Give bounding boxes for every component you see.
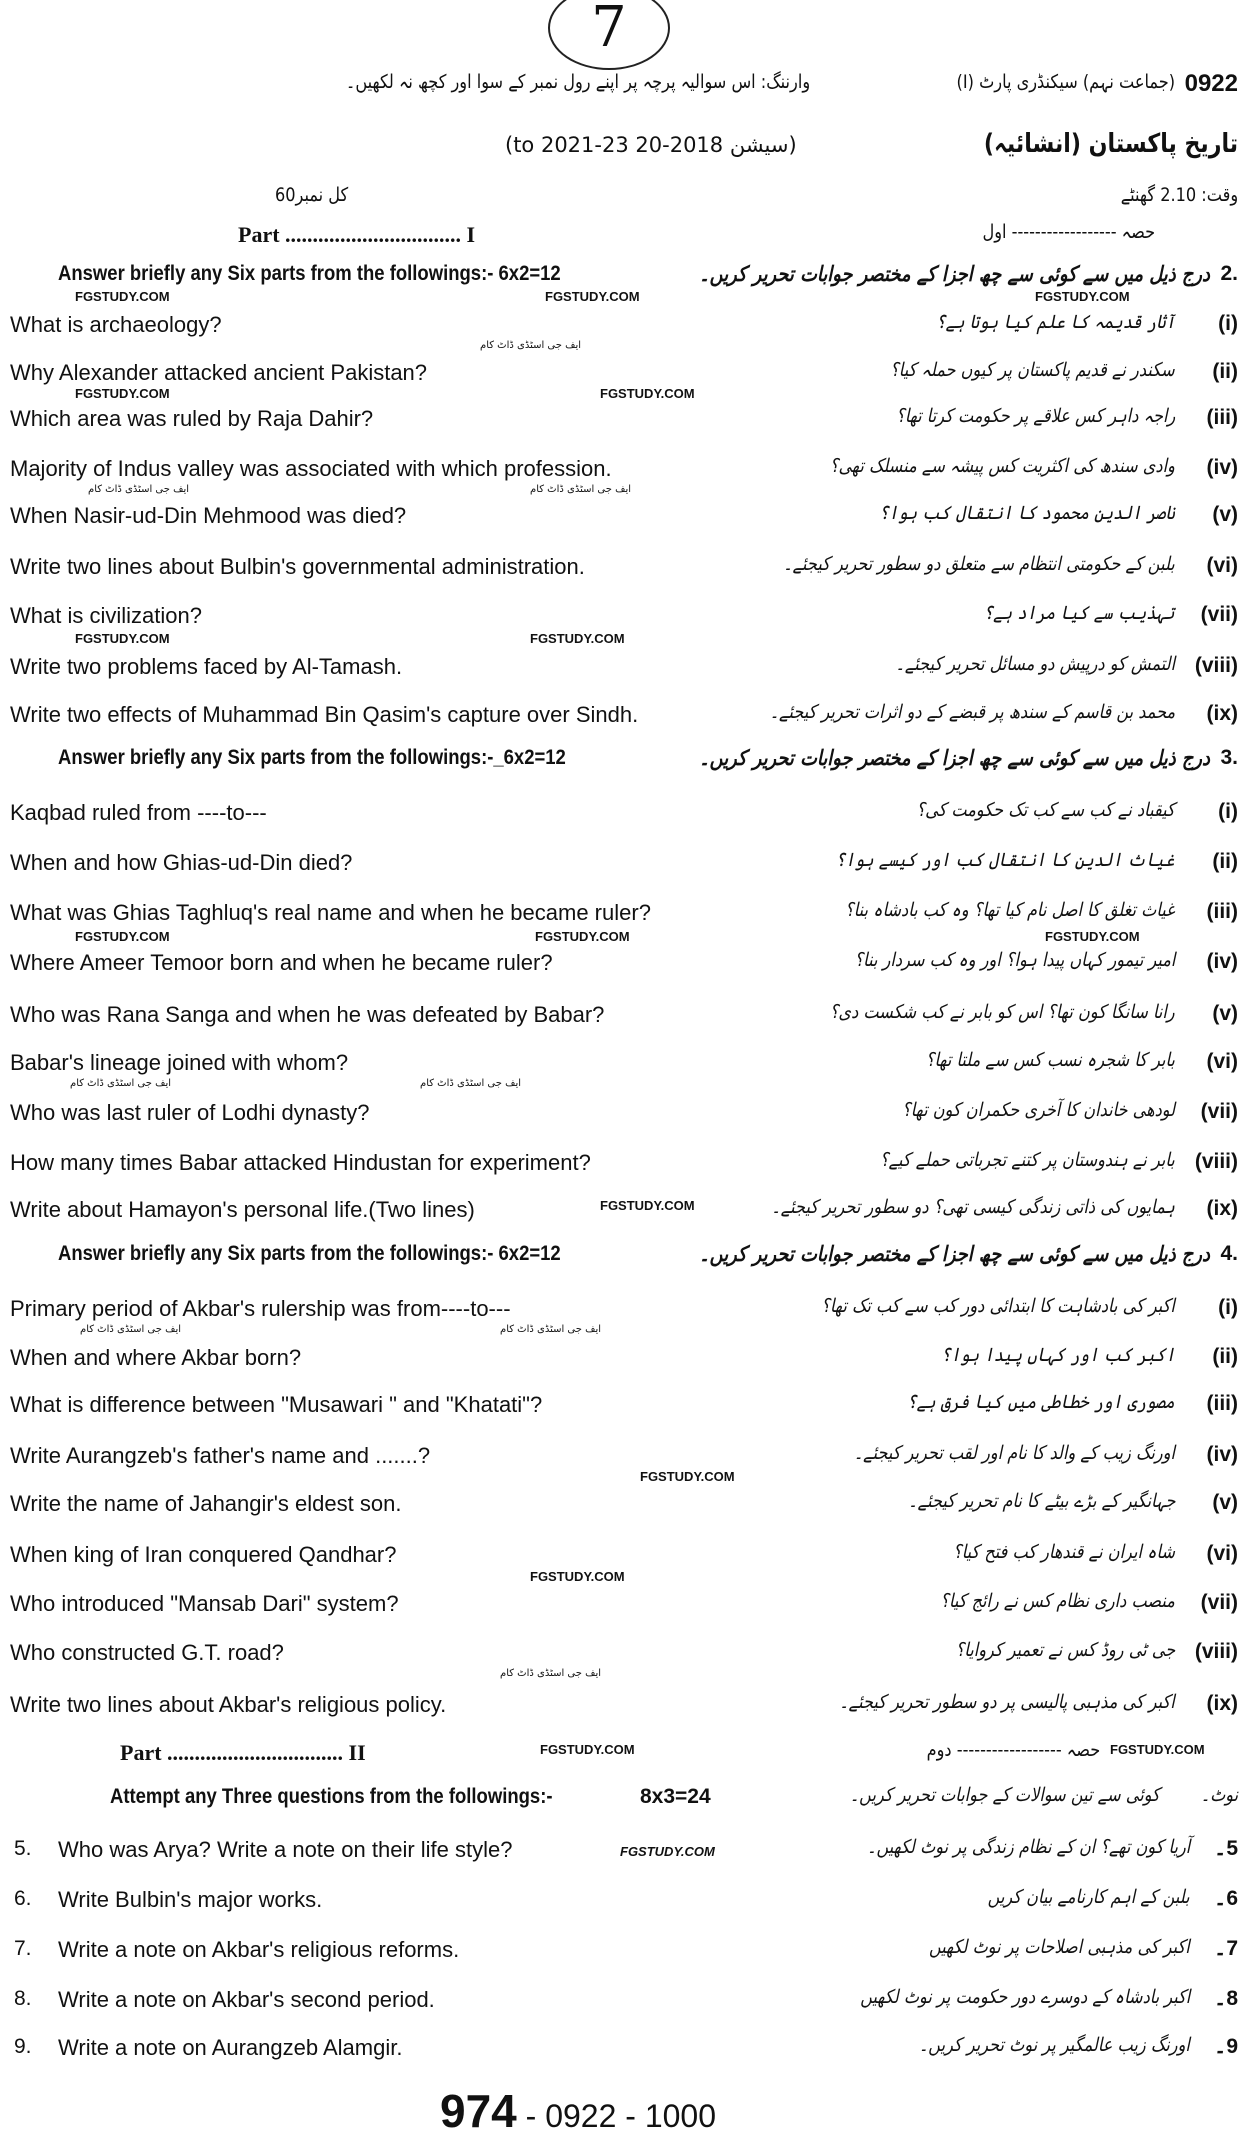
total-marks: کل نمبر60 (275, 184, 349, 206)
long-question-number: 6. (14, 1887, 32, 1910)
paper-code: 0922 (1184, 70, 1238, 97)
question-part-english: What was Ghias Taghluq's real name and when he became ruler? (10, 900, 651, 925)
part-1-label: Part ................................ I (238, 222, 476, 247)
watermark-urdu: ایف جی اسٹڈی ڈاٹ کام (420, 1078, 522, 1089)
question-part-english: Write the name of Jahangir's eldest son. (10, 1491, 402, 1516)
question-part-number: (iii) (1206, 900, 1238, 923)
long-question-urdu: بلبن کے اہم کارنامے بیان کریں (987, 1886, 1190, 1908)
watermark: FGSTUDY.COM (75, 631, 170, 646)
question-part-number: (vi) (1206, 554, 1238, 577)
question-part-urdu: منصب داری نظام کس نے رائج کیا؟ (940, 1590, 1175, 1612)
question-part-number: (ii) (1212, 850, 1238, 873)
long-question-number-urdu: 9۔ (1214, 2035, 1238, 2058)
long-question-english: Who was Arya? Write a note on their life style? (58, 1837, 513, 1862)
watermark: FGSTUDY.COM (75, 289, 170, 304)
part-1-label-urdu: حصہ ------------------ اول (982, 221, 1155, 243)
watermark: FGSTUDY.COM (600, 1198, 695, 1213)
question-part-urdu: بلبن کے حکومتی انتظام سے متعلق دو سطور تحریر کیجئے۔ (783, 553, 1175, 575)
question-part-urdu: غیاث الدین کا انتقال کب اور کیسے ہوا؟ (836, 849, 1175, 871)
question-part-english: When and how Ghias-ud-Din died? (10, 850, 353, 875)
question-part-urdu: راجہ داہر کس علاقے پر حکومت کرتا تھا؟ (895, 405, 1175, 427)
watermark: FGSTUDY.COM (530, 631, 625, 646)
question-part-urdu: شاہ ایران نے قندھار کب فتح کیا؟ (953, 1541, 1175, 1563)
question-part-number: (iv) (1206, 1443, 1238, 1466)
question-part-number: (vii) (1200, 1100, 1238, 1123)
session-text: (سیشن 2018-20 to 2021-23) (505, 133, 797, 157)
watermark: FGSTUDY.COM (545, 289, 640, 304)
question-part-number: (vi) (1206, 1050, 1238, 1073)
question-part-number: (vii) (1200, 603, 1238, 626)
question-part-urdu: اکبر کی مذہبی پالیسی پر دو سطور تحریر کیجئے۔ (839, 1691, 1175, 1713)
question-part-number: (iv) (1206, 950, 1238, 973)
question-part-urdu: التمش کو درپیش دو مسائل تحریر کیجئے۔ (895, 653, 1175, 675)
question-part-urdu: تہذیب سے کیا مراد ہے؟ (984, 602, 1175, 624)
handwritten-page-mark: 7 (548, 0, 670, 70)
question-part-number: (iii) (1206, 1392, 1238, 1415)
watermark: FGSTUDY.COM (75, 929, 170, 944)
question-part-english: Who was Rana Sanga and when he was defeated by Babar? (10, 1002, 605, 1027)
long-question-urdu: اورنگ زیب عالمگیر پر نوٹ تحریر کریں۔ (918, 2034, 1190, 2056)
question-part-number: (v) (1212, 1491, 1238, 1514)
long-question-number-urdu: 8۔ (1214, 1987, 1238, 2010)
question-part-number: (viii) (1194, 654, 1238, 677)
question-part-urdu: محمد بن قاسم کے سندھ پر قبضے کے دو اثرات تحریر کیجئے۔ (769, 701, 1175, 723)
question-part-english: Who constructed G.T. road? (10, 1640, 284, 1665)
watermark: FGSTUDY.COM (540, 1742, 635, 1757)
long-question-number: 5. (14, 1837, 32, 1860)
question-heading-urdu: درج ذیل میں سے کوئی سے چھ اجزا کے مختصر جوابات تحریر کریں۔ (699, 262, 1210, 286)
watermark: FGSTUDY.COM (535, 929, 630, 944)
watermark: FGSTUDY.COM (1110, 1742, 1205, 1757)
question-part-urdu: مصوری اور خطاطی میں کیا فرق ہے؟ (907, 1391, 1175, 1413)
question-part-english: What is archaeology? (10, 312, 222, 337)
footer-code-rest: - 0922 - 1000 (516, 2098, 716, 2134)
question-part-urdu: جہانگیر کے بڑے بیٹے کا نام تحریر کیجئے۔ (907, 1490, 1175, 1512)
long-question-number-urdu: 5۔ (1214, 1837, 1238, 1860)
question-part-number: (v) (1212, 503, 1238, 526)
question-part-english: Who was last ruler of Lodhi dynasty? (10, 1100, 370, 1125)
question-part-number: (v) (1212, 1002, 1238, 1025)
long-question-english: Write a note on Aurangzeb Alamgir. (58, 2035, 403, 2060)
question-part-number: (viii) (1194, 1640, 1238, 1663)
question-part-urdu: اورنگ زیب کے والد کا نام اور لقب تحریر کیجئے۔ (853, 1442, 1175, 1464)
watermark: FGSTUDY.COM (600, 386, 695, 401)
question-part-urdu: اکبر کب اور کہاں پیدا ہوا؟ (941, 1344, 1175, 1366)
watermark: FGSTUDY.COM (620, 1844, 715, 1859)
footer-code (440, 2085, 716, 2138)
long-question-urdu: آریا کون تھے؟ ان کے نظام زندگی پر نوٹ لکھیں۔ (866, 1836, 1190, 1858)
question-part-number: (iii) (1206, 406, 1238, 429)
part-2-label-urdu: حصہ ------------------ دوم (926, 1739, 1100, 1761)
footer-code-main: 974 (440, 2085, 517, 2137)
question-part-english: Write two lines about Akbar's religious policy. (10, 1692, 447, 1717)
question-part-number: (viii) (1194, 1150, 1238, 1173)
question-part-english: When king of Iran conquered Qandhar? (10, 1542, 397, 1567)
watermark: FGSTUDY.COM (1045, 929, 1140, 944)
question-heading-urdu: درج ذیل میں سے کوئی سے چھ اجزا کے مختصر جوابات تحریر کریں۔ (699, 746, 1210, 770)
long-question-urdu: اکبر کی مذہبی اصلاحات پر نوٹ لکھیں (929, 1936, 1190, 1958)
watermark-urdu: ایف جی اسٹڈی ڈاٹ کام (480, 340, 582, 351)
question-part-number: (i) (1218, 312, 1238, 335)
question-part-number: (vi) (1206, 1542, 1238, 1565)
watermark-urdu: ایف جی اسٹڈی ڈاٹ کام (70, 1078, 172, 1089)
question-part-english: Write two effects of Muhammad Bin Qasim's capture over Sindh. (10, 702, 639, 727)
class-part: (جماعت نہم) سیکنڈری پارٹ (I) (956, 71, 1175, 93)
question-part-urdu: جی ٹی روڈ کس نے تعمیر کروایا؟ (955, 1639, 1175, 1661)
question-part-english: Where Ameer Temoor born and when he became ruler? (10, 950, 553, 975)
watermark-urdu: ایف جی اسٹڈی ڈاٹ کام (500, 1668, 602, 1679)
watermark: FGSTUDY.COM (1035, 289, 1130, 304)
question-heading-urdu: درج ذیل میں سے کوئی سے چھ اجزا کے مختصر جوابات تحریر کریں۔ (699, 1242, 1210, 1266)
question-part-urdu: ناصر الدین محمود کا انتقال کب ہوا؟ (879, 502, 1175, 524)
part-2-note: نوٹ۔ (1200, 1784, 1238, 1806)
subject-title: تاریخ پاکستان (انشائیہ) (983, 129, 1238, 159)
long-question-urdu: اکبر بادشاہ کے دوسرے دور حکومت پر نوٹ لکھیں (859, 1986, 1190, 2008)
long-question-english: Write Bulbin's major works. (58, 1887, 323, 1912)
long-question-number: 7. (14, 1937, 32, 1960)
question-part-english: Babar's lineage joined with whom? (10, 1050, 349, 1075)
time-allowed: وقت: 2.10 گھنٹے (1120, 184, 1238, 206)
question-part-english: When and where Akbar born? (10, 1345, 302, 1370)
watermark: FGSTUDY.COM (640, 1469, 735, 1484)
question-part-number: (ix) (1206, 1197, 1238, 1220)
question-heading: Answer briefly any Six parts from the followings:- 6x2=12 (58, 1242, 561, 1265)
question-part-urdu: امیر تیمور کہاں پیدا ہوا؟ اور وہ کب سردار بنا؟ (854, 949, 1175, 971)
long-question-english: Write a note on Akbar's religious reforms. (58, 1937, 460, 1962)
question-part-english: Write Aurangzeb's father's name and .......? (10, 1443, 431, 1468)
watermark-urdu: ایف جی اسٹڈی ڈاٹ کام (80, 1324, 182, 1335)
question-part-number: (ii) (1212, 360, 1238, 383)
question-part-english: Write about Hamayon's personal life.(Two lines) (10, 1197, 475, 1222)
question-part-urdu: رانا سانگا کون تھا؟ اس کو بابر نے کب شکست دی؟ (830, 1001, 1175, 1023)
long-question-number-urdu: 6۔ (1214, 1887, 1238, 1910)
watermark-urdu: ایف جی اسٹڈی ڈاٹ کام (530, 484, 632, 495)
question-part-english: Which area was ruled by Raja Dahir? (10, 406, 374, 431)
question-part-number: (ix) (1206, 1692, 1238, 1715)
question-part-number: (iv) (1206, 456, 1238, 479)
question-part-english: When Nasir-ud-Din Mehmood was died? (10, 503, 407, 528)
warning-text: وارننگ: اس سوالیہ پرچہ پر اپنے رول نمبر کے سوا اور کچھ نہ لکھیں۔ (345, 71, 810, 93)
question-number: 3. (1220, 746, 1238, 769)
question-part-english: Majority of Indus valley was associated with which profession. (10, 456, 612, 481)
question-part-urdu: سکندر نے قدیم پاکستان پر کیوں حملہ کیا؟ (890, 359, 1175, 381)
question-part-english: What is civilization? (10, 603, 202, 628)
question-part-number: (i) (1218, 1296, 1238, 1319)
question-part-urdu: لودھی خاندان کا آخری حکمران کون تھا؟ (902, 1099, 1175, 1121)
long-question-number-urdu: 7۔ (1214, 1937, 1238, 1960)
watermark-urdu: ایف جی اسٹڈی ڈاٹ کام (500, 1324, 602, 1335)
question-part-number: (ii) (1212, 1345, 1238, 1368)
question-part-urdu: ہمایوں کی ذاتی زندگی کیسی تھی؟ دو سطور تحریر کیجئے۔ (771, 1196, 1175, 1218)
question-part-urdu: غیاث تغلق کا اصل نام کیا تھا؟ وہ کب بادشاہ بنا؟ (845, 899, 1175, 921)
question-part-urdu: آثار قدیمہ کا علم کیا ہوتا ہے؟ (936, 311, 1175, 333)
part-2-heading-urdu: کوئی سے تین سوالات کے جوابات تحریر کریں۔ (849, 1784, 1160, 1806)
long-question-number: 8. (14, 1987, 32, 2010)
part-2-marks: 8x3=24 (640, 1785, 711, 1808)
watermark-urdu: ایف جی اسٹڈی ڈاٹ کام (88, 484, 190, 495)
question-part-english: How many times Babar attacked Hindustan for experiment? (10, 1150, 591, 1175)
question-part-english: Who introduced "Mansab Dari" system? (10, 1591, 399, 1616)
question-part-urdu: اکبر کی بادشاہت کا ابتدائی دور کب سے کب تک تھا؟ (821, 1295, 1175, 1317)
question-part-urdu: وادی سندھ کی اکثریت کس پیشہ سے منسلک تھی؟ (829, 455, 1175, 477)
question-part-english: Kaqbad ruled from ----to--- (10, 800, 267, 825)
question-part-number: (i) (1218, 800, 1238, 823)
long-question-english: Write a note on Akbar's second period. (58, 1987, 435, 2012)
watermark: FGSTUDY.COM (75, 386, 170, 401)
question-part-english: What is difference between "Musawari " and "Khatati"? (10, 1392, 543, 1417)
question-number: 2. (1220, 262, 1238, 285)
question-number: 4. (1220, 1242, 1238, 1265)
question-part-urdu: بابر نے ہندوستان پر کتنے تجرباتی حملے کیے؟ (880, 1149, 1175, 1171)
question-part-number: (ix) (1206, 702, 1238, 725)
question-part-english: Write two problems faced by Al-Tamash. (10, 654, 403, 679)
question-part-english: Why Alexander attacked ancient Pakistan? (10, 360, 428, 385)
question-heading: Answer briefly any Six parts from the followings:-_6x2=12 (58, 746, 566, 769)
question-part-urdu: بابر کا شجرہ نسب کس سے ملتا تھا؟ (926, 1049, 1175, 1071)
part-2-label: Part ................................ II (120, 1740, 366, 1765)
part-2-heading: Attempt any Three questions from the followings:- (110, 1785, 553, 1808)
question-part-english: Primary period of Akbar's rulership was from----to--- (10, 1296, 511, 1321)
question-part-urdu: کیقباد نے کب سے کب تک حکومت کی؟ (916, 799, 1175, 821)
question-heading: Answer briefly any Six parts from the followings:- 6x2=12 (58, 262, 561, 285)
long-question-number: 9. (14, 2035, 32, 2058)
question-part-number: (vii) (1200, 1591, 1238, 1614)
question-part-english: Write two lines about Bulbin's governmental administration. (10, 554, 585, 579)
watermark: FGSTUDY.COM (530, 1569, 625, 1584)
